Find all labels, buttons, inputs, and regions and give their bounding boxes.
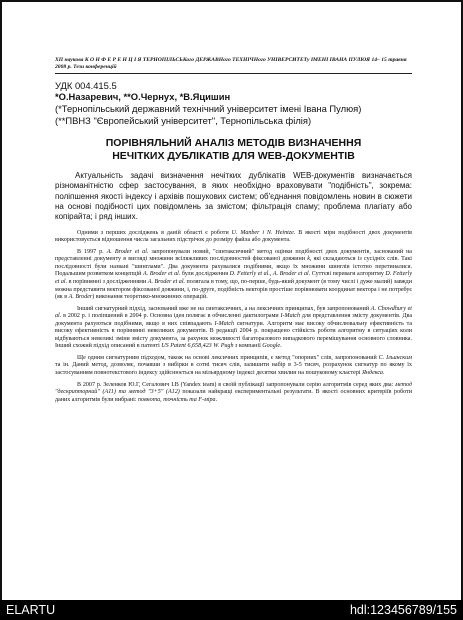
paragraph-2: [55, 249, 412, 302]
italic-text: повнота, точність та F-міра: [138, 396, 216, 403]
text: сигнатури. Алгоритм має високу обчислювальну ефективність та високу ефективність в порівнянні невеликих документів. В редакції 2004 р. покращено стійкість роботи алгоритму в ситуаціях коли відбуваються невеликі зміни змісту документа, за рахунок можливості багаторазового випадкового перемішування основного словника. Інший схожий підхід описаний в патенті: [55, 320, 413, 350]
italic-text: D. Fetterly et al.: [55, 271, 412, 285]
text: Ще одним сигнатурним підходом, також на основі лексичних принципів, є метод "опорних" слів, запропонований: [77, 354, 379, 361]
paragraph-4: [55, 355, 412, 378]
text: та ін. Даний метод, дозволяє, почавши з вибірки в сотні тисяч слів, залишити набір в 3-5 тисяч, розрахунок сигнатур по якому їх застосуванням повнотекстового індексу здійснюється на мільярдному індексі десятки хвилин на пошуковому кластері: [55, 362, 412, 376]
italic-text: A. Broder et al.: [106, 248, 149, 255]
abstract: Актуальність задачі визначення нечітких дублікатів WEB-документів визначається різноманітністю сфер застосування, в яких необхідно враховувати "подібність", зокрема: поліпшення якості індексу і архівів пошукових систем; об'єднання повідомлень новин в сюжети на основі подібності цих повідомлень за змістом; фільтрація спаму; проблема плагіату або копірайта; і ряд інших.: [55, 171, 412, 222]
text: .: [382, 369, 385, 376]
text: були дослідження: [180, 271, 230, 278]
text: Інший сигнатурний підхід, заснований вже не на синтаксичних, а на лексичних принципах, був запропонований: [77, 305, 371, 312]
affiliation-1: (*Тернопільський державний технічний університет імені Івана Пулюя): [55, 103, 362, 114]
document-page: [55, 57, 412, 408]
footer-bar: [0, 600, 463, 620]
authors: *О.Назаревич, **О.Чернух, *В.Яцишин: [55, 91, 231, 103]
italic-text: Яндекса: [362, 369, 383, 376]
text: в порівнянні з дослідженнями: [67, 278, 148, 285]
title-line-2: НЕЧІТКИХ ДУБЛІКАТІВ ДЛЯ WEB-ДОКУМЕНТІВ: [112, 149, 355, 162]
text: В 2007 р. Зеленков Ю.Г, Сегалович І.В (Yandex team) в своїй публікації запропонували серію алгоритмів серед яких два:: [77, 381, 396, 388]
italic-text: метод "дескрипторний" (A11) та метод "3+5" (A12): [55, 381, 412, 396]
udc-code: УДК 004.415.5: [55, 79, 117, 91]
meta-block: [55, 80, 412, 126]
text: В 1997 р.: [77, 248, 107, 255]
text: ) виконання теоретико-множинних операцій.: [92, 294, 208, 301]
italic-text: US Patent 6,658,423 W. Pugh: [161, 343, 234, 350]
italic-text: I-Match: [214, 320, 235, 327]
paragraph-3: [55, 306, 412, 351]
text: . В якості міри подібності двох документів використовується відношення числа загальних підстрічок до розміру файла або документа.: [55, 229, 412, 244]
text: .: [280, 343, 282, 350]
text: Одними з перших досліджень в даній області є роботи: [77, 229, 232, 236]
conference-header: XII наукова К О Н Ф Е Р Е Н Ц І Я ТЕРНОПІЛЬСЬКого ДЕРЖАВНого ТЕХНІЧНого УНІВЕРСИТЕТу ІМЕНІ ІВАНА ПУЛЮЯ 14– 15 травня 2008 р. Тези конференцій: [55, 57, 412, 74]
footer-repository-label: ELARTU: [6, 603, 56, 617]
italic-text: Google: [262, 343, 281, 350]
paragraph-1: [55, 230, 412, 245]
text: для представлення змісту документів. Два документа рахуються подібними, якщо в них співпадають: [55, 313, 412, 327]
italic-text: С. Ільинским: [378, 354, 412, 361]
text: з компанії: [233, 343, 263, 350]
text: запропонували новий, "синтаксичний" метод оцінки подібності двох документів, заснований на представленні документу в вигляді множини всіляжливих послідовностей фіксованої довжини: [55, 248, 412, 263]
text: показали найкращі експериментальні результати. В якості основних критеріїв роботи даних алгоритмів були вибрані:: [55, 389, 412, 403]
italic-text: A. Broder et al.: [147, 278, 186, 285]
affiliation-2: (**ПВНЗ "Європейський університет", Тернопільська філія): [55, 114, 312, 126]
text: Суттєві переваги алгоритму: [310, 271, 386, 278]
italic-text: A. Broder et al.: [142, 271, 181, 278]
text: .: [215, 396, 218, 403]
title-line-1: ПОРІВНЯЛЬНИЙ АНАЛІЗ МЕТОДІВ ВИЗНАЧЕННЯ: [105, 137, 362, 150]
italic-text: U. Manber і N. Heintze: [231, 229, 294, 236]
text: в 2002 р. і поліпшений в 2004 р. Основна ідея полягає в обчисленні дактилограми: [61, 313, 281, 320]
paragraph-5: [55, 382, 412, 405]
italic-text: A. Broder: [68, 294, 93, 301]
italic-text: A. Chowdhury et al.: [55, 305, 412, 320]
italic-text: k: [307, 256, 310, 263]
italic-text: D. Fetterly et al., A. Broder et al.: [229, 271, 311, 278]
paper-title: [55, 137, 412, 162]
text: полягала в тому, що, по-перше, будь-який документ (в тому числі і дуже малий) завжди можна представити вектором фіксованої довжини, і, по-друге, подібність векторів простіше порівнювати координат вектора і не потребує (як в: [55, 278, 412, 301]
italic-text: I-Match: [280, 313, 300, 320]
footer-handle: hdl:123456789/155: [349, 603, 457, 617]
text: , які складаються із сусідніх слів. Такі послідовності були названі "шинглами". Два документа рахувалися подібними, якщо їх множини шинглів істотно перетиналися. Подальшим розвитком концепцій: [55, 256, 412, 278]
